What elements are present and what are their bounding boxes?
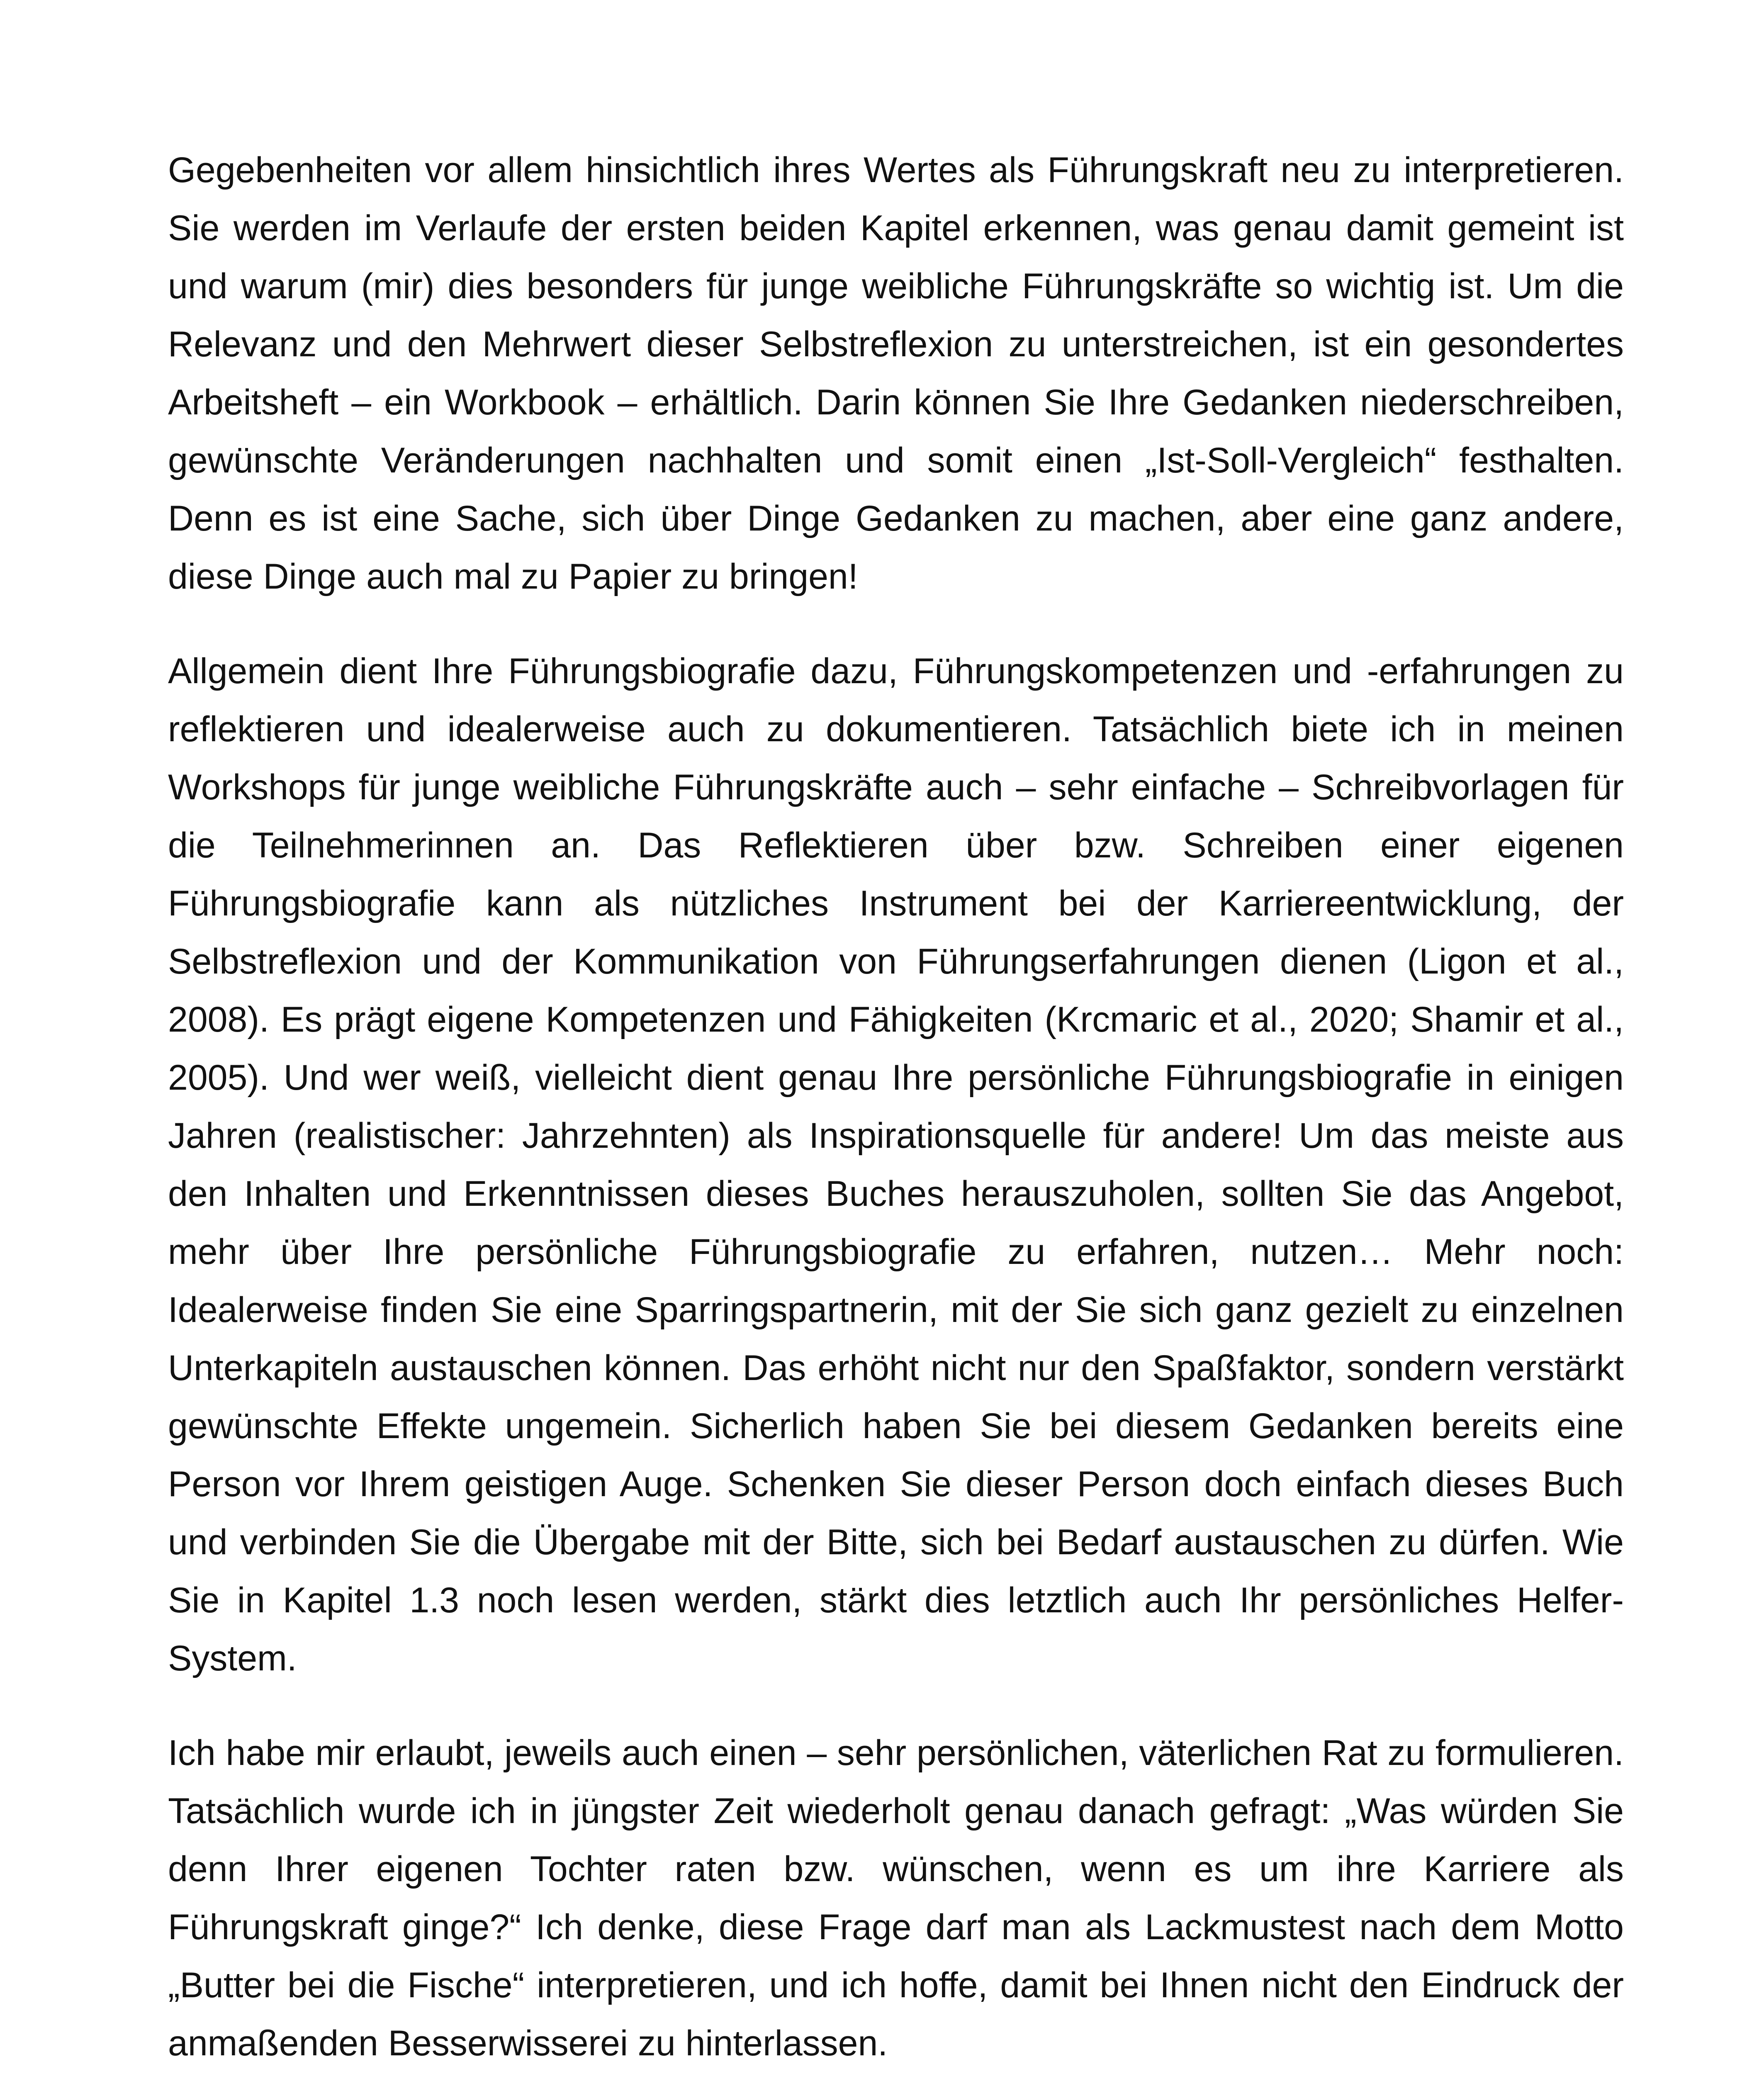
paragraph-1: Gegebenheiten vor allem hinsichtlich ihres Wertes als Führungskraft neu zu interpretieren. Sie werden im Verlaufe der ersten beiden Kapitel erkennen, was genau damit gemeint ist und warum (mir) dies besonders für junge weibliche Führungskräfte so wichtig ist. Um die Relevanz und den Mehrwert dieser Selbstreflexion zu unterstreichen, ist ein gesondertes Arbeitsheft – ein Workbook – erhältlich. Darin können Sie Ihre Gedanken niederschreiben, gewünschte Veränderungen nachhalten und somit einen „Ist-Soll-Vergleich“ festhalten. Denn es ist eine Sache, sich über Dinge Gedanken zu machen, aber eine ganz andere, diese Dinge auch mal zu Papier zu bringen! [168, 150, 1624, 596]
paragraph-3: Ich habe mir erlaubt, jeweils auch einen – sehr persönlichen, väterlichen Rat zu formulieren. Tatsächlich wurde ich in jüngster Zeit wiederholt genau danach gefragt: „Was würden Sie denn Ihrer eigenen Tochter raten bzw. wünschen, wenn es um ihre Karriere als Führungskraft ginge?“ Ich denke, diese Frage darf man als Lackmustest nach dem Motto „Butter bei die Fische“ interpretieren, und ich hoffe, damit bei Ihnen nicht den Eindruck der anmaßenden Besserwisserei zu hinterlassen. [168, 1733, 1624, 2063]
paragraph-2: Allgemein dient Ihre Führungsbiografie dazu, Führungskompetenzen und -erfahrungen zu reflektieren und idealerweise auch zu dokumentieren. Tatsächlich biete ich in meinen Workshops für junge weibliche Führungskräfte auch – sehr einfache – Schreibvorlagen für die Teilnehmerinnen an. Das Reflektieren über bzw. Schreiben einer eigenen Führungsbiografie kann als nützliches Instrument bei der Karriereentwicklung, der Selbstreflexion und der Kommunikation von Führungserfahrungen dienen (Ligon et al., 2008). Es prägt eigene Kompetenzen und Fähigkeiten (Krcmaric et al., 2020; Shamir et al., 2005). Und wer weiß, vielleicht dient genau Ihre persönliche Führungsbiografie in einigen Jahren (realistischer: Jahrzehnten) als Inspirationsquelle für andere! Um das meiste aus den Inhalten und Erkenntnissen dieses Buches herauszuholen, sollten Sie das Angebot, mehr über Ihre persönliche Führungsbiografie zu erfahren, nutzen… Mehr noch: Idealerweise finden Sie eine Sparringspartnerin, mit der Sie sich ganz gezielt zu einzelnen Unterkapiteln austauschen können. Das erhöht nicht nur den Spaßfaktor, sondern verstärkt gewünschte Effekte ungemein. Sicherlich haben Sie bei diesem Gedanken bereits eine Person vor Ihrem geistigen Auge. Schenken Sie dieser Person doch einfach dieses Buch und verbinden Sie die Übergabe mit der Bitte, sich bei Bedarf austauschen zu dürfen. Wie Sie in Kapitel 1.3 noch lesen werden, stärkt dies letztlich auch Ihr persönliches Helfer-System. [168, 651, 1624, 1678]
body-text [168, 141, 1624, 2074]
